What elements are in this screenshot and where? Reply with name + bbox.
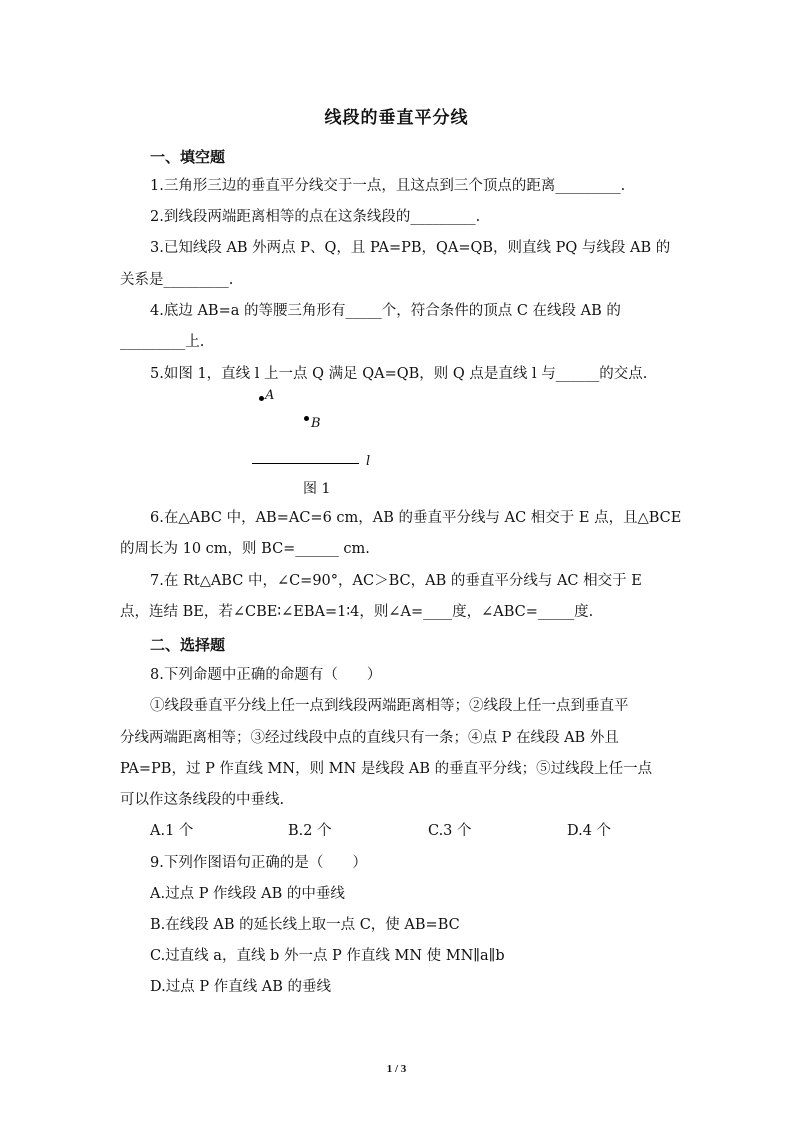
question-8-body-line-3: PA=PB，过 P 作直线 MN，则 MN 是线段 AB 的垂直平分线；⑤过线段上任一点: [120, 761, 653, 777]
question-8-option-d: D.4 个: [567, 823, 612, 839]
question-4-line-1: 4.底边 AB=a 的等腰三角形有_____个，符合条件的顶点 C 在线段 AB 的: [150, 303, 621, 319]
question-9-option-a: A.过点 P 作线段 AB 的中垂线: [150, 886, 345, 902]
question-1: 1.三角形三边的垂直平分线交于一点，且这点到三个顶点的距离_________.: [150, 178, 626, 194]
question-6-line-1: 6.在△ABC 中，AB=AC=6 cm，AB 的垂直平分线与 AC 相交于 E 点，且△BCE: [150, 510, 682, 526]
question-7-line-1: 7.在 Rt△ABC 中，∠C=90°，AC＞BC，AB 的垂直平分线与 AC 相交于 E: [150, 573, 642, 589]
question-7-line-2: 点，连结 BE，若∠CBE∶∠EBA=1∶4，则∠A=____度，∠ABC=_____度.: [120, 604, 594, 620]
question-9-option-b: B.在线段 AB 的延长线上取一点 C，使 AB=BC: [150, 917, 460, 933]
question-3-line-2: 关系是_________.: [120, 272, 234, 288]
question-8-body-line-1: ①线段垂直平分线上任一点到线段两端距离相等；②线段上任一点到垂直平: [150, 698, 629, 714]
question-8-option-c: C.3 个: [428, 823, 472, 839]
question-8: 8.下列命题中正确的命题有（ ）: [150, 667, 382, 683]
line-l-label: l: [366, 454, 371, 469]
figure-caption: 图 1: [303, 481, 331, 497]
section-heading-fill-blank: 一、填空题: [150, 148, 226, 166]
question-3-line-1: 3.已知线段 AB 外两点 P、Q，且 PA=PB，QA=QB，则直线 PQ 与线段 AB 的: [150, 240, 671, 256]
question-5: 5.如图 1，直线 l 上一点 Q 满足 QA=QB，则 Q 点是直线 l 与______的交点.: [150, 366, 648, 382]
page-title: 线段的垂直平分线: [324, 108, 469, 128]
point-b-label: B: [311, 416, 321, 431]
page-number: 1 / 3: [386, 1063, 407, 1075]
question-8-option-a: A.1 个: [150, 823, 194, 839]
question-2: 2.到线段两端距离相等的点在这条线段的_________.: [150, 209, 481, 225]
section-heading-choice: 二、选择题: [150, 636, 226, 654]
question-4-line-2: _________上.: [120, 334, 205, 350]
point-a-dot: [259, 396, 264, 401]
question-8-body-line-2: 分线两端距离相等；③经过线段中点的直线只有一条；④点 P 在线段 AB 外且: [120, 730, 619, 746]
line-l: [252, 463, 359, 464]
question-8-body-line-4: 可以作这条线段的中垂线.: [120, 792, 285, 808]
question-8-option-b: B.2 个: [288, 823, 332, 839]
point-b-dot: [304, 416, 309, 421]
question-6-line-2: 的周长为 10 cm，则 BC=______ cm.: [120, 541, 370, 557]
question-9-option-c: C.过直线 a，直线 b 外一点 P 作直线 MN 使 MN∥a∥b: [150, 948, 505, 964]
question-9-option-d: D.过点 P 作直线 AB 的垂线: [150, 979, 332, 995]
point-a-label: A: [265, 388, 275, 403]
question-9: 9.下列作图语句正确的是（ ）: [150, 855, 367, 871]
